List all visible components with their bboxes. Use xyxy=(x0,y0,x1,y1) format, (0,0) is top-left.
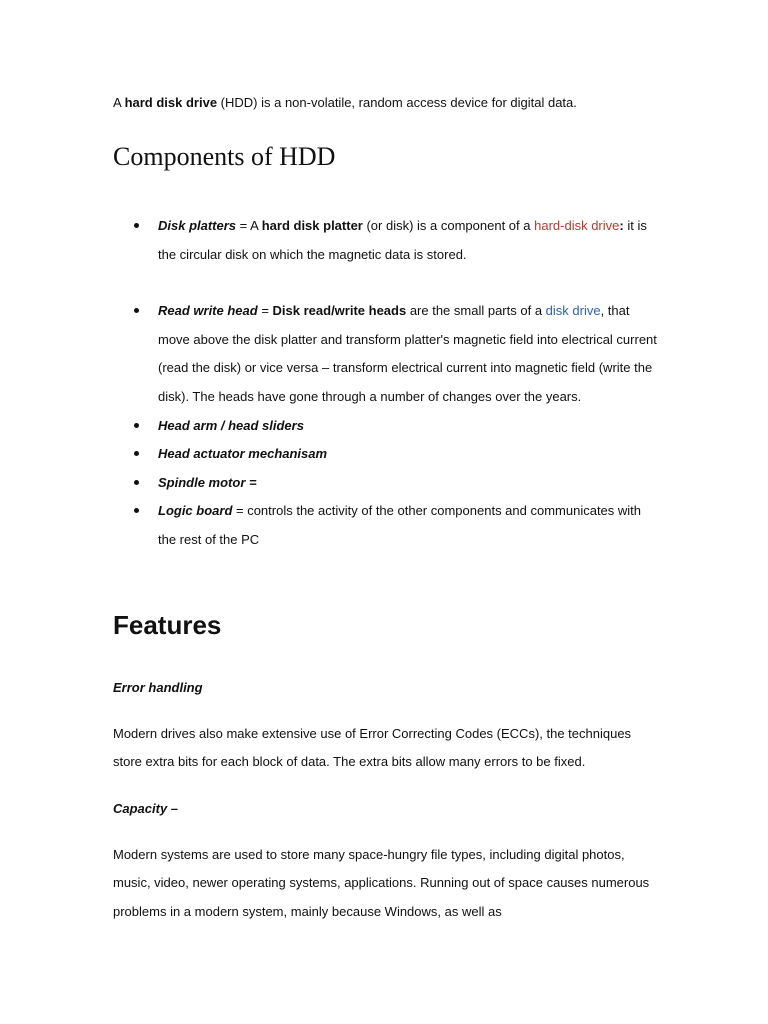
component-text: (or disk) is a component of a xyxy=(362,218,535,233)
bullet-icon xyxy=(134,451,139,456)
component-name: Read write head xyxy=(158,303,258,319)
bullet-icon xyxy=(134,423,139,428)
hard-disk-drive-link[interactable]: hard-disk drive xyxy=(534,218,620,233)
intro-paragraph xyxy=(113,93,673,113)
components-heading: Components of HDD xyxy=(113,142,336,171)
intro-rest: (HDD) is a non-volatile, random access device for digital data. xyxy=(217,95,577,110)
component-colon: : xyxy=(619,218,624,233)
list-item-disk-platters xyxy=(113,212,658,269)
component-sep: = xyxy=(257,303,273,319)
component-sep: = A xyxy=(236,218,262,233)
bullet-icon xyxy=(134,508,139,513)
intro-prefix: A xyxy=(113,95,125,110)
components-list xyxy=(113,212,658,555)
component-text: are the small parts of a xyxy=(406,303,546,319)
list-item-read-write-head xyxy=(113,297,658,411)
component-text-2: it is the circular disk on which the magnetic data is stored. xyxy=(158,218,647,262)
component-text: = controls the activity of the other components and communicates with the rest of the PC xyxy=(158,503,642,547)
component-name: Spindle motor = xyxy=(158,474,257,490)
capacity-title: Capacity – xyxy=(113,801,179,816)
component-name: Logic board xyxy=(158,503,233,519)
disk-drive-link[interactable]: disk drive xyxy=(545,303,601,319)
intro-term: hard disk drive xyxy=(124,95,218,110)
error-handling-body: Modern drives also make extensive use of Error Correcting Codes (ECCs), the techniques store extra bits for each block of data. The extra bits allow many errors to be fixed. xyxy=(113,726,632,770)
component-bold-term: hard disk platter xyxy=(261,218,363,233)
component-bold-term: Disk read/write heads xyxy=(272,303,407,319)
error-handling-title: Error handling xyxy=(113,680,203,695)
list-item-logic-board xyxy=(113,497,658,554)
component-text-2: , that move above the disk platter and transform platter's magnetic field into electrical current (read the disk) or vice versa – transform electrical current into magnetic field (write the disk). The heads have gone through a number of changes over the years. xyxy=(158,303,657,404)
list-item-head-actuator xyxy=(113,440,658,469)
component-name: Disk platters xyxy=(158,218,237,233)
bullet-icon xyxy=(134,480,139,485)
list-item-head-arm xyxy=(113,412,658,441)
component-name: Head arm / head sliders xyxy=(158,417,304,433)
component-name: Head actuator mechanisam xyxy=(158,446,328,462)
list-item-spindle-motor xyxy=(113,469,658,498)
capacity-body: Modern systems are used to store many space-hungry file types, including digital photos, music, video, newer operating systems, applications. Running out of space causes numerous problems in a modern system, mainly because Windows, as well as xyxy=(113,847,650,919)
bullet-icon xyxy=(134,223,139,228)
features-heading: Features xyxy=(113,610,222,640)
bullet-icon xyxy=(134,308,139,313)
